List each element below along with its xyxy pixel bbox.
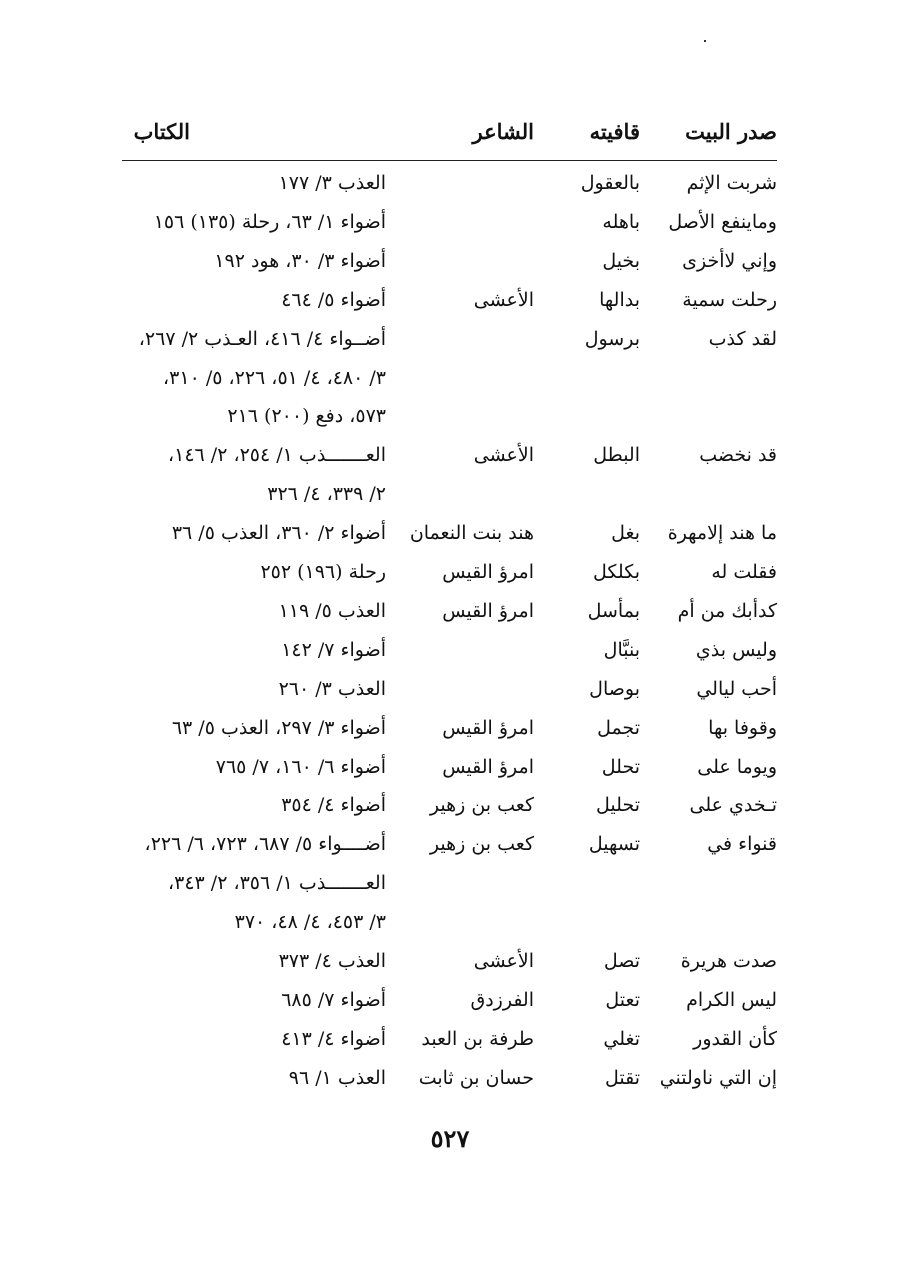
book-cell: ٥٧٣، دفع (٢٠٠) ٢١٦: [227, 405, 386, 428]
rhyme-cell: تعتل: [605, 988, 640, 1011]
rhyme-cell: بوصال: [589, 677, 640, 700]
rhyme-cell: البطل: [593, 444, 640, 467]
table-row: [0, 749, 900, 787]
rhyme-cell: بخيل: [602, 249, 640, 272]
verse-cell: كأن القدور: [693, 1027, 777, 1050]
verse-cell: لقد كذب: [708, 327, 777, 350]
book-cell: العذب ٥/ ١١٩: [278, 599, 386, 622]
verse-cell: فقلت له: [711, 561, 777, 583]
table-row: [0, 476, 900, 514]
verse-cell: شربت الإثم: [686, 172, 777, 194]
verse-cell: ليس الكرام: [686, 988, 777, 1011]
book-cell: أضواء ٢/ ٣٦٠، العذب ٥/ ٣٦: [171, 522, 386, 545]
rhyme-cell: باهله: [602, 210, 640, 233]
table-row: [0, 710, 900, 748]
book-cell: أضواء ٤/ ٤١٣: [281, 1027, 386, 1050]
poet-cell: امرؤ القيس: [442, 755, 534, 778]
header-verse: صدر البيت: [685, 119, 777, 144]
book-cell: أضواء ٦/ ١٦٠، ٧/ ٧٦٥: [215, 755, 386, 778]
book-cell: أضواء ١/ ٦٣، رحلة (١٣٥) ١٥٦: [153, 210, 386, 233]
poet-cell: كعب بن زهير: [429, 794, 534, 817]
book-cell: أضــــواء ٥/ ٦٨٧، ٧٢٣، ٦/ ٢٢٦،: [144, 833, 386, 856]
book-cell: ٣/ ٤٥٣، ٤/ ٤٨، ٣٧٠: [234, 911, 386, 934]
poet-cell: حسان بن ثابت: [418, 1066, 534, 1089]
verse-cell: وليس بذي: [695, 638, 777, 661]
rhyme-cell: بكلكل: [593, 561, 640, 583]
header-poet: الشاعر: [472, 119, 534, 144]
table-row: [0, 398, 900, 436]
rhyme-cell: تقتل: [604, 1066, 640, 1089]
poet-cell: الأعشى: [473, 950, 534, 972]
verse-cell: وقوفا بها: [708, 716, 777, 739]
book-cell: أضواء ٣/ ٢٩٧، العذب ٥/ ٦٣: [171, 716, 386, 739]
book-cell: العـــــــذب ١/ ٢٥٤، ٢/ ١٤٦،: [167, 444, 386, 467]
poet-cell: الأعشى: [473, 288, 534, 311]
rhyme-cell: بدالها: [599, 288, 640, 311]
rhyme-cell: بنبَّال: [603, 638, 640, 661]
verse-cell: تـخدي على: [689, 794, 777, 817]
book-cell: العذب ١/ ٩٦: [288, 1066, 386, 1089]
verse-cell: وماينفع الأصل: [668, 210, 777, 233]
verse-cell: صدت هريرة: [680, 950, 777, 972]
speck: [704, 40, 706, 42]
book-cell: أضواء ٤/ ٣٥٤: [281, 794, 386, 817]
book-cell: أضواء ٥/ ٤٦٤: [281, 288, 386, 311]
book-cell: أضــواء ٤/ ٤١٦، العـذب ٢/ ٢٦٧،: [138, 327, 386, 350]
verse-cell: وإني لاأخزى: [682, 249, 777, 272]
book-cell: ٣/ ٤٨٠، ٤/ ٥١، ٢٢٦، ٥/ ٣١٠،: [163, 366, 386, 389]
table-row: [0, 165, 900, 203]
rhyme-cell: تحلل: [601, 755, 640, 778]
table-row: [0, 282, 900, 320]
poet-cell: امرؤ القيس: [442, 561, 534, 583]
rhyme-cell: تصل: [603, 950, 640, 972]
table-row: [0, 1021, 900, 1059]
poet-cell: كعب بن زهير: [429, 833, 534, 856]
table-row: [0, 943, 900, 981]
verse-cell: إن التي ناولتني: [659, 1066, 777, 1089]
poet-cell: الفرزدق: [470, 988, 534, 1011]
table-row: [0, 826, 900, 864]
table-row: [0, 321, 900, 359]
book-cell: أضواء ٧/ ٦٨٥: [281, 988, 386, 1011]
verse-cell: ما هند إلامهرة: [667, 522, 777, 545]
rhyme-cell: تحليل: [596, 794, 640, 817]
rhyme-cell: تسهيل: [588, 833, 640, 856]
book-cell: رحلة (١٩٦) ٢٥٢: [260, 561, 386, 583]
table-row: [0, 554, 900, 592]
table-row: [0, 671, 900, 709]
table-row: [0, 204, 900, 242]
table-row: [0, 360, 900, 398]
verse-cell: أحب ليالي: [696, 677, 777, 700]
poet-cell: الأعشى: [473, 444, 534, 467]
verse-cell: رحلت سمية: [682, 288, 777, 311]
book-cell: ٢/ ٣٣٩، ٤/ ٣٢٦: [267, 483, 386, 506]
poet-cell: هند بنت النعمان: [409, 522, 534, 545]
poet-cell: امرؤ القيس: [442, 599, 534, 622]
poet-cell: طرفة بن العبد: [421, 1027, 534, 1050]
book-cell: العذب ٣/ ١٧٧: [278, 172, 386, 194]
table-row: [0, 437, 900, 475]
page-number: ٥٢٧: [430, 1124, 470, 1153]
table-row: [0, 593, 900, 631]
rhyme-cell: برسول: [584, 327, 640, 350]
table-row: [0, 787, 900, 825]
poet-cell: امرؤ القيس: [442, 716, 534, 739]
table-row: [0, 243, 900, 281]
header-book: الكتاب: [133, 119, 190, 144]
rhyme-cell: تجمل: [597, 716, 640, 739]
book-cell: العذب ٤/ ٣٧٣: [278, 950, 386, 972]
table-row: [0, 515, 900, 553]
rhyme-cell: تغلي: [603, 1027, 640, 1050]
table-header: [122, 112, 777, 161]
rhyme-cell: بالعقول: [580, 172, 640, 194]
book-cell: أضواء ٣/ ٣٠، هود ١٩٢: [214, 249, 386, 272]
rhyme-cell: بغل: [611, 522, 640, 545]
verse-cell: كدأبك من أم: [677, 599, 777, 622]
header-rhyme: قافيته: [589, 119, 640, 144]
verse-cell: قد نخضب: [699, 444, 777, 467]
verse-cell: قنواء في: [707, 833, 777, 856]
book-cell: العـــــــذب ١/ ٣٥٦، ٢/ ٣٤٣،: [167, 872, 386, 895]
book-cell: العذب ٣/ ٢٦٠: [278, 677, 386, 700]
table-row: [0, 1060, 900, 1098]
verse-cell: ويوما على: [697, 755, 777, 778]
table-row: [0, 982, 900, 1020]
table-row: [0, 632, 900, 670]
table-row: [0, 865, 900, 903]
rhyme-cell: بمأسل: [587, 599, 640, 622]
book-cell: أضواء ٧/ ١٤٢: [281, 638, 386, 661]
table-row: [0, 904, 900, 942]
